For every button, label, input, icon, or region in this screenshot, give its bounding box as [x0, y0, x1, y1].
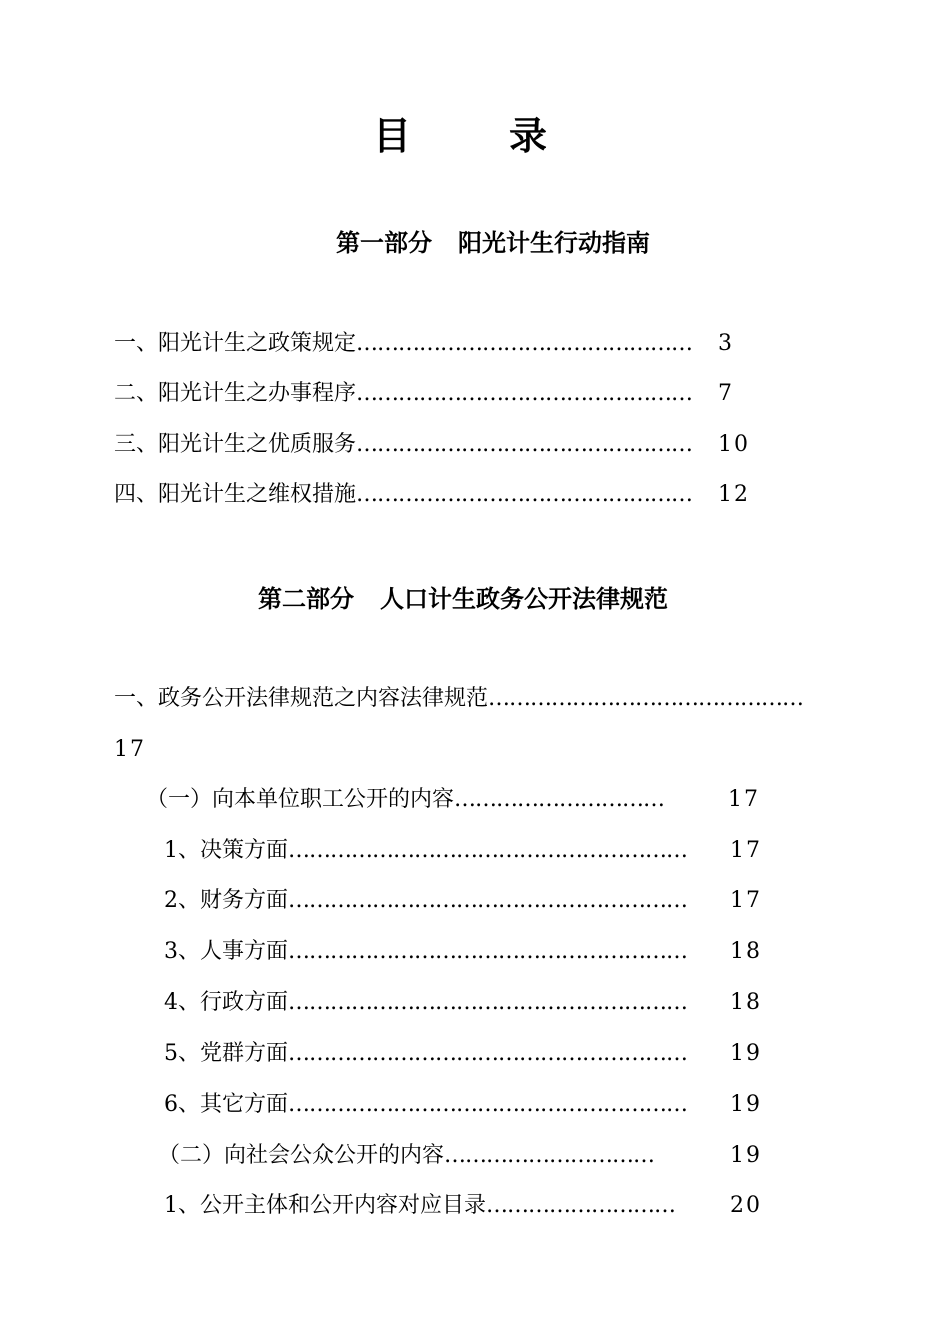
toc-entry-page: 18	[730, 990, 762, 1015]
toc-entry[interactable]	[164, 1038, 687, 1070]
part2-name: 人口计生政务公开法律规范	[380, 585, 668, 613]
toc-entry[interactable]	[164, 1089, 687, 1121]
toc-entry[interactable]	[146, 784, 664, 816]
toc-entry-text: 一、阳光计生之政策规定	[114, 331, 357, 356]
toc-entry-text: 4、行政方面	[164, 990, 288, 1015]
toc-entry[interactable]	[114, 683, 803, 715]
toc-entry[interactable]	[114, 429, 692, 461]
toc-entry-page: 10	[718, 432, 750, 457]
toc-entry-text: 二、阳光计生之办事程序	[114, 381, 357, 406]
dot-leader: ………………………………………	[488, 686, 804, 711]
toc-entry[interactable]	[164, 835, 687, 867]
dot-leader: …………………………………………	[356, 331, 693, 356]
toc-entry-page: 17	[728, 787, 760, 812]
toc-entry-text: （一）向本单位职工公开的内容	[146, 787, 455, 812]
part1-label: 第一部分	[336, 229, 432, 257]
toc-entry-text: （二）向社会公众公开的内容	[158, 1143, 445, 1168]
toc-entry[interactable]	[158, 1140, 654, 1172]
toc-entry-text: 2、财务方面	[164, 888, 288, 913]
part2-heading	[258, 582, 668, 616]
toc-title: 目 录	[372, 114, 577, 158]
dot-leader: …………………………………………………	[288, 1041, 687, 1066]
toc-entry-text: 四、阳光计生之维权措施	[114, 482, 357, 507]
toc-entry-page: 19	[730, 1143, 762, 1168]
toc-entry-page: 20	[730, 1193, 762, 1218]
toc-entry[interactable]	[164, 885, 687, 917]
part2-label: 第二部分	[258, 585, 354, 613]
toc-entry-page: 3	[718, 331, 734, 356]
dot-leader: …………………………………………	[356, 432, 693, 457]
toc-entry-page: 7	[718, 381, 734, 406]
dot-leader: …………………………………………………	[288, 990, 687, 1015]
dot-leader: …………………………………………………	[288, 888, 687, 913]
toc-entry-page: 19	[730, 1041, 762, 1066]
toc-entry-text: 5、党群方面	[164, 1041, 288, 1066]
toc-entry-page: 17	[730, 888, 762, 913]
dot-leader: …………………………………………………	[288, 1092, 687, 1117]
toc-entry[interactable]	[164, 987, 687, 1019]
toc-entry-text: 1、决策方面	[164, 838, 288, 863]
dot-leader: …………………………………………………	[288, 838, 687, 863]
toc-entry-page: 12	[718, 482, 750, 507]
dot-leader: ………………………	[486, 1193, 675, 1218]
toc-entry-text: 3、人事方面	[164, 939, 288, 964]
toc-entry-page: 19	[730, 1092, 762, 1117]
dot-leader: …………………………………………	[356, 482, 693, 507]
toc-entry[interactable]	[114, 328, 692, 360]
toc-entry-text: 三、阳光计生之优质服务	[114, 432, 357, 457]
part1-name: 阳光计生行动指南	[458, 229, 650, 257]
toc-entry-text: 6、其它方面	[164, 1092, 288, 1117]
toc-entry-page: 17	[730, 838, 762, 863]
dot-leader: …………………………	[444, 1143, 655, 1168]
dot-leader: …………………………………………………	[288, 939, 687, 964]
dot-leader: …………………………………………	[356, 381, 693, 406]
toc-entry-page: 18	[730, 939, 762, 964]
toc-entry[interactable]	[114, 378, 692, 410]
toc-entry-text: 1、公开主体和公开内容对应目录	[164, 1193, 486, 1218]
toc-entry-page: 17	[114, 737, 146, 762]
toc-entry[interactable]	[114, 479, 692, 511]
toc-entry[interactable]	[164, 936, 687, 968]
toc-entry[interactable]	[164, 1190, 675, 1222]
dot-leader: …………………………	[454, 787, 665, 812]
toc-entry-text: 一、政务公开法律规范之内容法律规范	[114, 686, 489, 711]
part1-heading	[336, 226, 650, 260]
